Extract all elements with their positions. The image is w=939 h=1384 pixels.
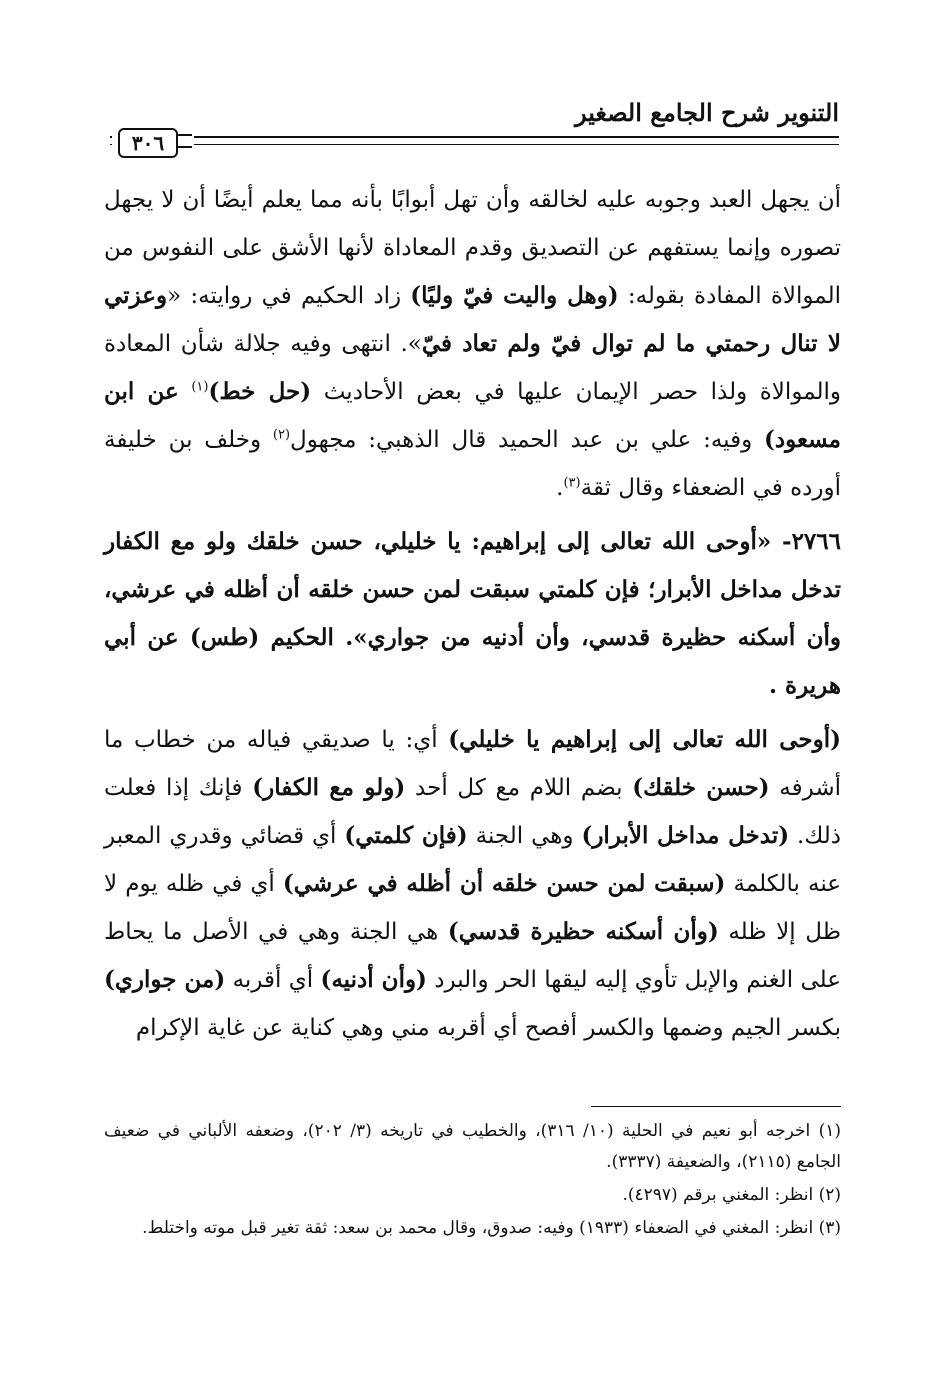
text-run: بكسر الجيم وضمها والكسر أفصح أي أقربه مني وهي كناية عن غاية الإكرام: [135, 1015, 841, 1041]
text-run: وهي الجنة: [467, 823, 582, 849]
quoted-phrase: (سبقت لمن حسن خلقه أن أظله في عرشي): [282, 870, 726, 897]
footnote-marker-2[interactable]: (٢): [272, 427, 291, 443]
quoted-phrase: (فإن كلمتي): [344, 822, 468, 849]
quoted-phrase: (تدخل مداخل الأبرار): [581, 822, 790, 849]
main-text: [104, 176, 841, 1052]
page-number-ornament: [178, 134, 192, 148]
text-run: أي في ظله يوم لا ظل إلا ظله: [104, 871, 841, 945]
paragraph-commentary-1: [104, 176, 841, 512]
quoted-phrase: (وهل واليت فيّ وليًا): [410, 282, 619, 309]
text-run: بضم اللام مع كل أحد: [405, 775, 633, 801]
footnotes: [104, 1116, 841, 1244]
quoted-phrase: (ولو مع الكفار): [252, 774, 406, 801]
text-run: أي أقربه: [225, 967, 321, 993]
quoted-phrase: (حل خط): [208, 378, 312, 405]
quoted-phrase: (من جواري): [104, 966, 226, 993]
text-run: هي الجنة وهي في الأصل ما يحاط على الغنم والإبل تأوي إليه ليقها الحر والبرد: [104, 919, 842, 993]
quoted-phrase: (وأن أسكنه حظيرة قدسي): [447, 918, 719, 945]
quoted-phrase: عن ابن مسعود): [104, 378, 841, 453]
footnote-3: (٣) انظر: المغني في الضعفاء (١٩٣٣) وفيه: صدوق، وقال محمد بن سعد: ثقة تغير قبل موته واختلط.: [142, 1218, 841, 1238]
footnote-2: (٢) انظر: المغني برقم (٤٢٩٧).: [622, 1185, 841, 1205]
hadith-2766: ٢٧٦٦- «أوحى الله تعالى إلى إبراهيم: يا خليلي، حسن خلقك ولو مع الكفار تدخل مداخل الأبرار؛ فإن كلمتي سبقت لمن حسن خلقه أن أظله في عرشي، وأن أسكنه حظيرة قدسي، وأن أدنيه من جواري». الحكيم (طس) عن أبي هريرة .: [104, 528, 841, 699]
text-run: وخلف بن خليفة أورده في الضعفاء وقال ثقة: [104, 427, 841, 501]
page-number: ٣٠٦: [118, 128, 178, 158]
quoted-phrase: وعزتي لا تنال رحمتي ما لم توال فيّ ولم تعاد فيّ: [104, 282, 841, 357]
text-run: ». انتهى وفيه جلالة شأن المعادة والموالاة ولذا حصر الإيمان عليها في بعض الأحاديث: [104, 331, 841, 405]
footnote-marker-1[interactable]: (١): [191, 379, 209, 395]
quoted-phrase: (أوحى الله تعالى إلى إبراهيم يا خليلي): [448, 726, 841, 753]
running-header-title: التنوير شرح الجامع الصغير: [575, 98, 839, 127]
text-run: أن يجهل العبد وجوبه عليه لخالقه وأن تهل أبوابًا بأنه مما يعلم أيضًا أن لا يجهل تصوره وإنما يستفهم عن التصديق وقدم المعاداة لأنها الأشق على النفوس من الموالاة المفادة بقوله:: [104, 187, 841, 309]
text-run: [179, 379, 192, 405]
page-number-frame: [112, 128, 194, 158]
text-run: أي: يا صديقي فياله من خطاب ما أشرفه: [104, 727, 841, 801]
text-run: فإنك إذا فعلت ذلك.: [104, 775, 841, 849]
footnote-1: (١) اخرجه أبو نعيم في الحلية (١٠/ ٣١٦)، والخطيب في تاريخه (٣/ ٢٠٢)، وضعفه الألباني في ضعيف الجامع (٢١١٥)، والضعيفة (٣٣٣٧).: [104, 1121, 841, 1172]
text-run: .: [556, 475, 564, 501]
footnote-separator: [591, 1106, 841, 1107]
footnote-marker-3[interactable]: (٣): [563, 475, 581, 491]
header-rule: [110, 136, 839, 145]
paragraph-commentary-2: [104, 716, 841, 1052]
quoted-phrase: (حسن خلقك): [632, 774, 770, 801]
text-run: وفيه: علي بن عبد الحميد قال الذهبي: مجهول: [290, 427, 765, 453]
text-run: أي قضائي وقدري المعبر عنه بالكلمة: [104, 823, 841, 897]
text-run: زاد الحكيم في روايته: «: [167, 283, 411, 309]
quoted-phrase: (وأن أدنيه): [320, 966, 427, 993]
